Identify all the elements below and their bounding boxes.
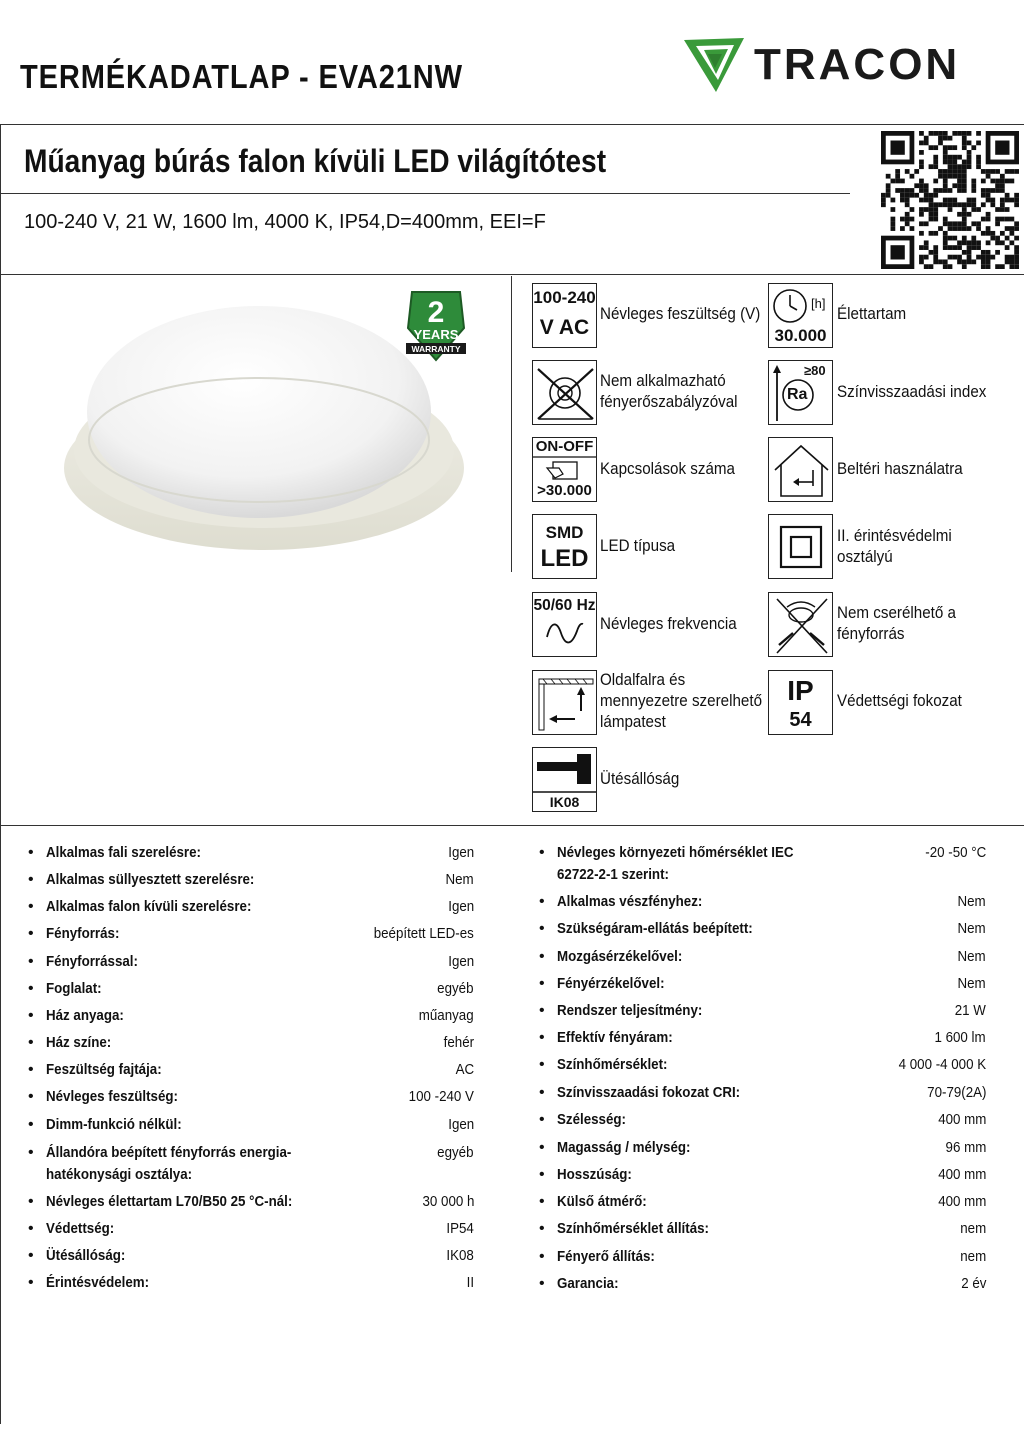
- spec-value: 70-79(2A): [926, 1085, 986, 1101]
- product-title: Műanyag búrás falon kívüli LED világítótest: [24, 143, 607, 179]
- list-bullet: •: [28, 953, 34, 970]
- switching-icon: ON-OFF >30.000: [532, 437, 597, 502]
- spec-value: Nem: [957, 976, 986, 992]
- icon-label: LED típusa: [600, 537, 676, 555]
- spec-value: fehér: [443, 1035, 474, 1051]
- icon-label: Védettségi fokozat: [837, 692, 962, 710]
- divider: [0, 274, 1024, 275]
- spec-label: Névleges élettartam L70/B50 25 °C-nál:: [46, 1194, 293, 1210]
- spec-value: Nem: [957, 949, 986, 965]
- spec-label: Alkalmas süllyesztett szerelésre:: [46, 872, 255, 888]
- spec-label: Védettség:: [46, 1221, 115, 1237]
- list-bullet: •: [539, 844, 545, 861]
- spec-value: 21 W: [954, 1003, 986, 1019]
- list-bullet: •: [28, 1034, 34, 1051]
- list-bullet: •: [539, 1056, 545, 1073]
- spec-label: Effektív fényáram:: [557, 1030, 673, 1046]
- list-bullet: •: [539, 1220, 545, 1237]
- brand-name: TRACON: [754, 40, 961, 89]
- spec-value: Nem: [445, 872, 474, 888]
- list-bullet: •: [539, 1275, 545, 1292]
- icon-label: Nem cserélhető a fényforrás: [837, 604, 956, 643]
- spec-value: 400 mm: [937, 1194, 986, 1210]
- icon-label: Ütésállóság: [600, 770, 680, 788]
- list-bullet: •: [539, 975, 545, 992]
- svg-text:YEARS: YEARS: [413, 327, 459, 342]
- list-bullet: •: [28, 1193, 34, 1210]
- spec-label: Színvisszaadási fokozat CRI:: [557, 1085, 741, 1101]
- spec-label: Állandóra beépített fényforrás energia- hatékonysági osztálya:: [46, 1145, 292, 1183]
- spec-value: egyéb: [437, 981, 474, 997]
- icon-label: Kapcsolások száma: [600, 460, 736, 478]
- frequency-icon: 50/60 Hz: [532, 592, 597, 657]
- warranty-badge-icon: [404, 288, 468, 364]
- spec-value: 1 600 lm: [934, 1030, 986, 1046]
- spec-value: 100 -240 V: [408, 1089, 474, 1105]
- spec-label: Színhőmérséklet állítás:: [557, 1221, 709, 1237]
- spec-value: II: [466, 1275, 474, 1291]
- mounting-icon: [532, 670, 597, 735]
- spec-label: Névleges környezeti hőmérséklet IEC 62722-2-1 szerint:: [557, 845, 794, 883]
- spec-label: Ütésállóság:: [46, 1248, 126, 1264]
- list-bullet: •: [28, 844, 34, 861]
- protection-class-icon: [768, 514, 833, 579]
- spec-value: nem: [960, 1249, 986, 1265]
- no-dimmer-icon: [532, 360, 597, 425]
- spec-label: Alkalmas vészfényhez:: [557, 894, 703, 910]
- spec-label: Szélesség:: [557, 1112, 626, 1128]
- spec-value: 400 mm: [937, 1167, 986, 1183]
- list-bullet: •: [539, 1002, 545, 1019]
- list-bullet: •: [28, 1116, 34, 1133]
- list-bullet: •: [28, 1220, 34, 1237]
- spec-value: Nem: [957, 894, 986, 910]
- icon-label: II. érintésvédelmi osztályú: [837, 527, 952, 566]
- impact-icon: IK08: [532, 747, 597, 812]
- icon-label: Színvisszaadási index: [837, 383, 987, 401]
- lifetime-icon: [h] 30.000: [768, 283, 833, 348]
- spec-label: Fényérzékelővel:: [557, 976, 665, 992]
- spec-label: Szükségáram-ellátás beépített:: [557, 921, 753, 937]
- spec-value: egyéb: [437, 1145, 474, 1161]
- icon-label: Oldalfalra és mennyezetre szerelhető lámpatest: [600, 671, 763, 731]
- list-bullet: •: [28, 871, 34, 888]
- spec-label: Külső átmérő:: [557, 1194, 647, 1210]
- list-bullet: •: [28, 1088, 34, 1105]
- spec-value: 4 000 -4 000 K: [898, 1057, 986, 1073]
- spec-label: Hosszúság:: [557, 1167, 632, 1183]
- spec-label: Ház színe:: [46, 1035, 112, 1051]
- product-subtitle: 100-240 V, 21 W, 1600 lm, 4000 K, IP54,D=400mm, EEI=F: [24, 211, 546, 233]
- spec-label: Alkalmas fali szerelésre:: [46, 845, 201, 861]
- list-bullet: •: [539, 1029, 545, 1046]
- icon-label: Névleges frekvencia: [600, 615, 737, 633]
- spec-value: Igen: [448, 899, 474, 915]
- spec-label: Mozgásérzékelővel:: [557, 949, 683, 965]
- list-bullet: •: [28, 980, 34, 997]
- list-bullet: •: [28, 1007, 34, 1024]
- spec-value: 400 mm: [937, 1112, 986, 1128]
- list-bullet: •: [539, 1139, 545, 1156]
- divider: [0, 124, 1024, 125]
- qr-code-icon: [881, 131, 1019, 269]
- svg-text:WARRANTY: WARRANTY: [411, 344, 461, 354]
- spec-value: 2 év: [960, 1276, 986, 1292]
- spec-label: Érintésvédelem:: [46, 1275, 150, 1291]
- list-bullet: •: [539, 1248, 545, 1265]
- indoor-icon: [768, 437, 833, 502]
- divider: [0, 193, 850, 194]
- divider: [0, 124, 1, 1424]
- spec-label: Fényerő állítás:: [557, 1249, 655, 1265]
- spec-label: Rendszer teljesítmény:: [557, 1003, 703, 1019]
- spec-label: Foglalat:: [46, 981, 102, 997]
- spec-label: Feszültség fajtája:: [46, 1062, 162, 1078]
- list-bullet: •: [539, 1111, 545, 1128]
- spec-value: Igen: [448, 954, 474, 970]
- brand-logo: [682, 36, 960, 94]
- list-bullet: •: [539, 1193, 545, 1210]
- list-bullet: •: [28, 1144, 34, 1161]
- icon-label: Nem alkalmazható fényerőszabályzóval: [600, 372, 738, 411]
- spec-value: IK08: [446, 1248, 474, 1264]
- list-bullet: •: [539, 948, 545, 965]
- spec-label: Színhőmérséklet:: [557, 1057, 668, 1073]
- spec-label: Fényforrással:: [46, 954, 138, 970]
- list-bullet: •: [539, 1084, 545, 1101]
- list-bullet: •: [28, 898, 34, 915]
- svg-text:2: 2: [427, 296, 445, 329]
- spec-value: -20 -50 °C: [925, 845, 986, 861]
- list-bullet: •: [28, 925, 34, 942]
- cri-icon: ≥80 Ra: [768, 360, 833, 425]
- spec-label: Dimm-funkció nélkül:: [46, 1117, 182, 1133]
- tracon-logo-icon: [682, 36, 746, 94]
- non-replaceable-icon: [768, 592, 833, 657]
- spec-label: Garancia:: [557, 1276, 619, 1292]
- spec-label: Ház anyaga:: [46, 1008, 124, 1024]
- spec-label: Magasság / mélység:: [557, 1140, 691, 1156]
- spec-value: Igen: [448, 845, 474, 861]
- list-bullet: •: [539, 920, 545, 937]
- list-bullet: •: [539, 1166, 545, 1183]
- divider: [511, 276, 512, 572]
- icon-label: Élettartam: [837, 305, 907, 323]
- icon-label: Beltéri használatra: [837, 460, 963, 478]
- spec-label: Fényforrás:: [46, 926, 120, 942]
- spec-value: 96 mm: [945, 1140, 986, 1156]
- spec-value: IP54: [446, 1221, 474, 1237]
- voltage-icon: 100-240 V AC: [532, 283, 597, 348]
- spec-value: AC: [455, 1062, 474, 1078]
- spec-label: Névleges feszültség:: [46, 1089, 178, 1105]
- list-bullet: •: [28, 1274, 34, 1291]
- document-title: TERMÉKADATLAP - EVA21NW: [20, 58, 463, 95]
- list-bullet: •: [28, 1061, 34, 1078]
- led-type-icon: SMD LED: [532, 514, 597, 579]
- divider: [0, 825, 1024, 826]
- ip-rating-icon: IP 54: [768, 670, 833, 735]
- spec-value: Nem: [957, 921, 986, 937]
- list-bullet: •: [539, 893, 545, 910]
- list-bullet: •: [28, 1247, 34, 1264]
- spec-value: Igen: [448, 1117, 474, 1133]
- spec-label: Alkalmas falon kívüli szerelésre:: [46, 899, 252, 915]
- spec-value: nem: [960, 1221, 986, 1237]
- spec-value: beépített LED-es: [373, 926, 474, 942]
- spec-value: műanyag: [419, 1008, 474, 1024]
- icon-label: Névleges feszültség (V): [600, 305, 761, 323]
- spec-value: 30 000 h: [422, 1194, 474, 1210]
